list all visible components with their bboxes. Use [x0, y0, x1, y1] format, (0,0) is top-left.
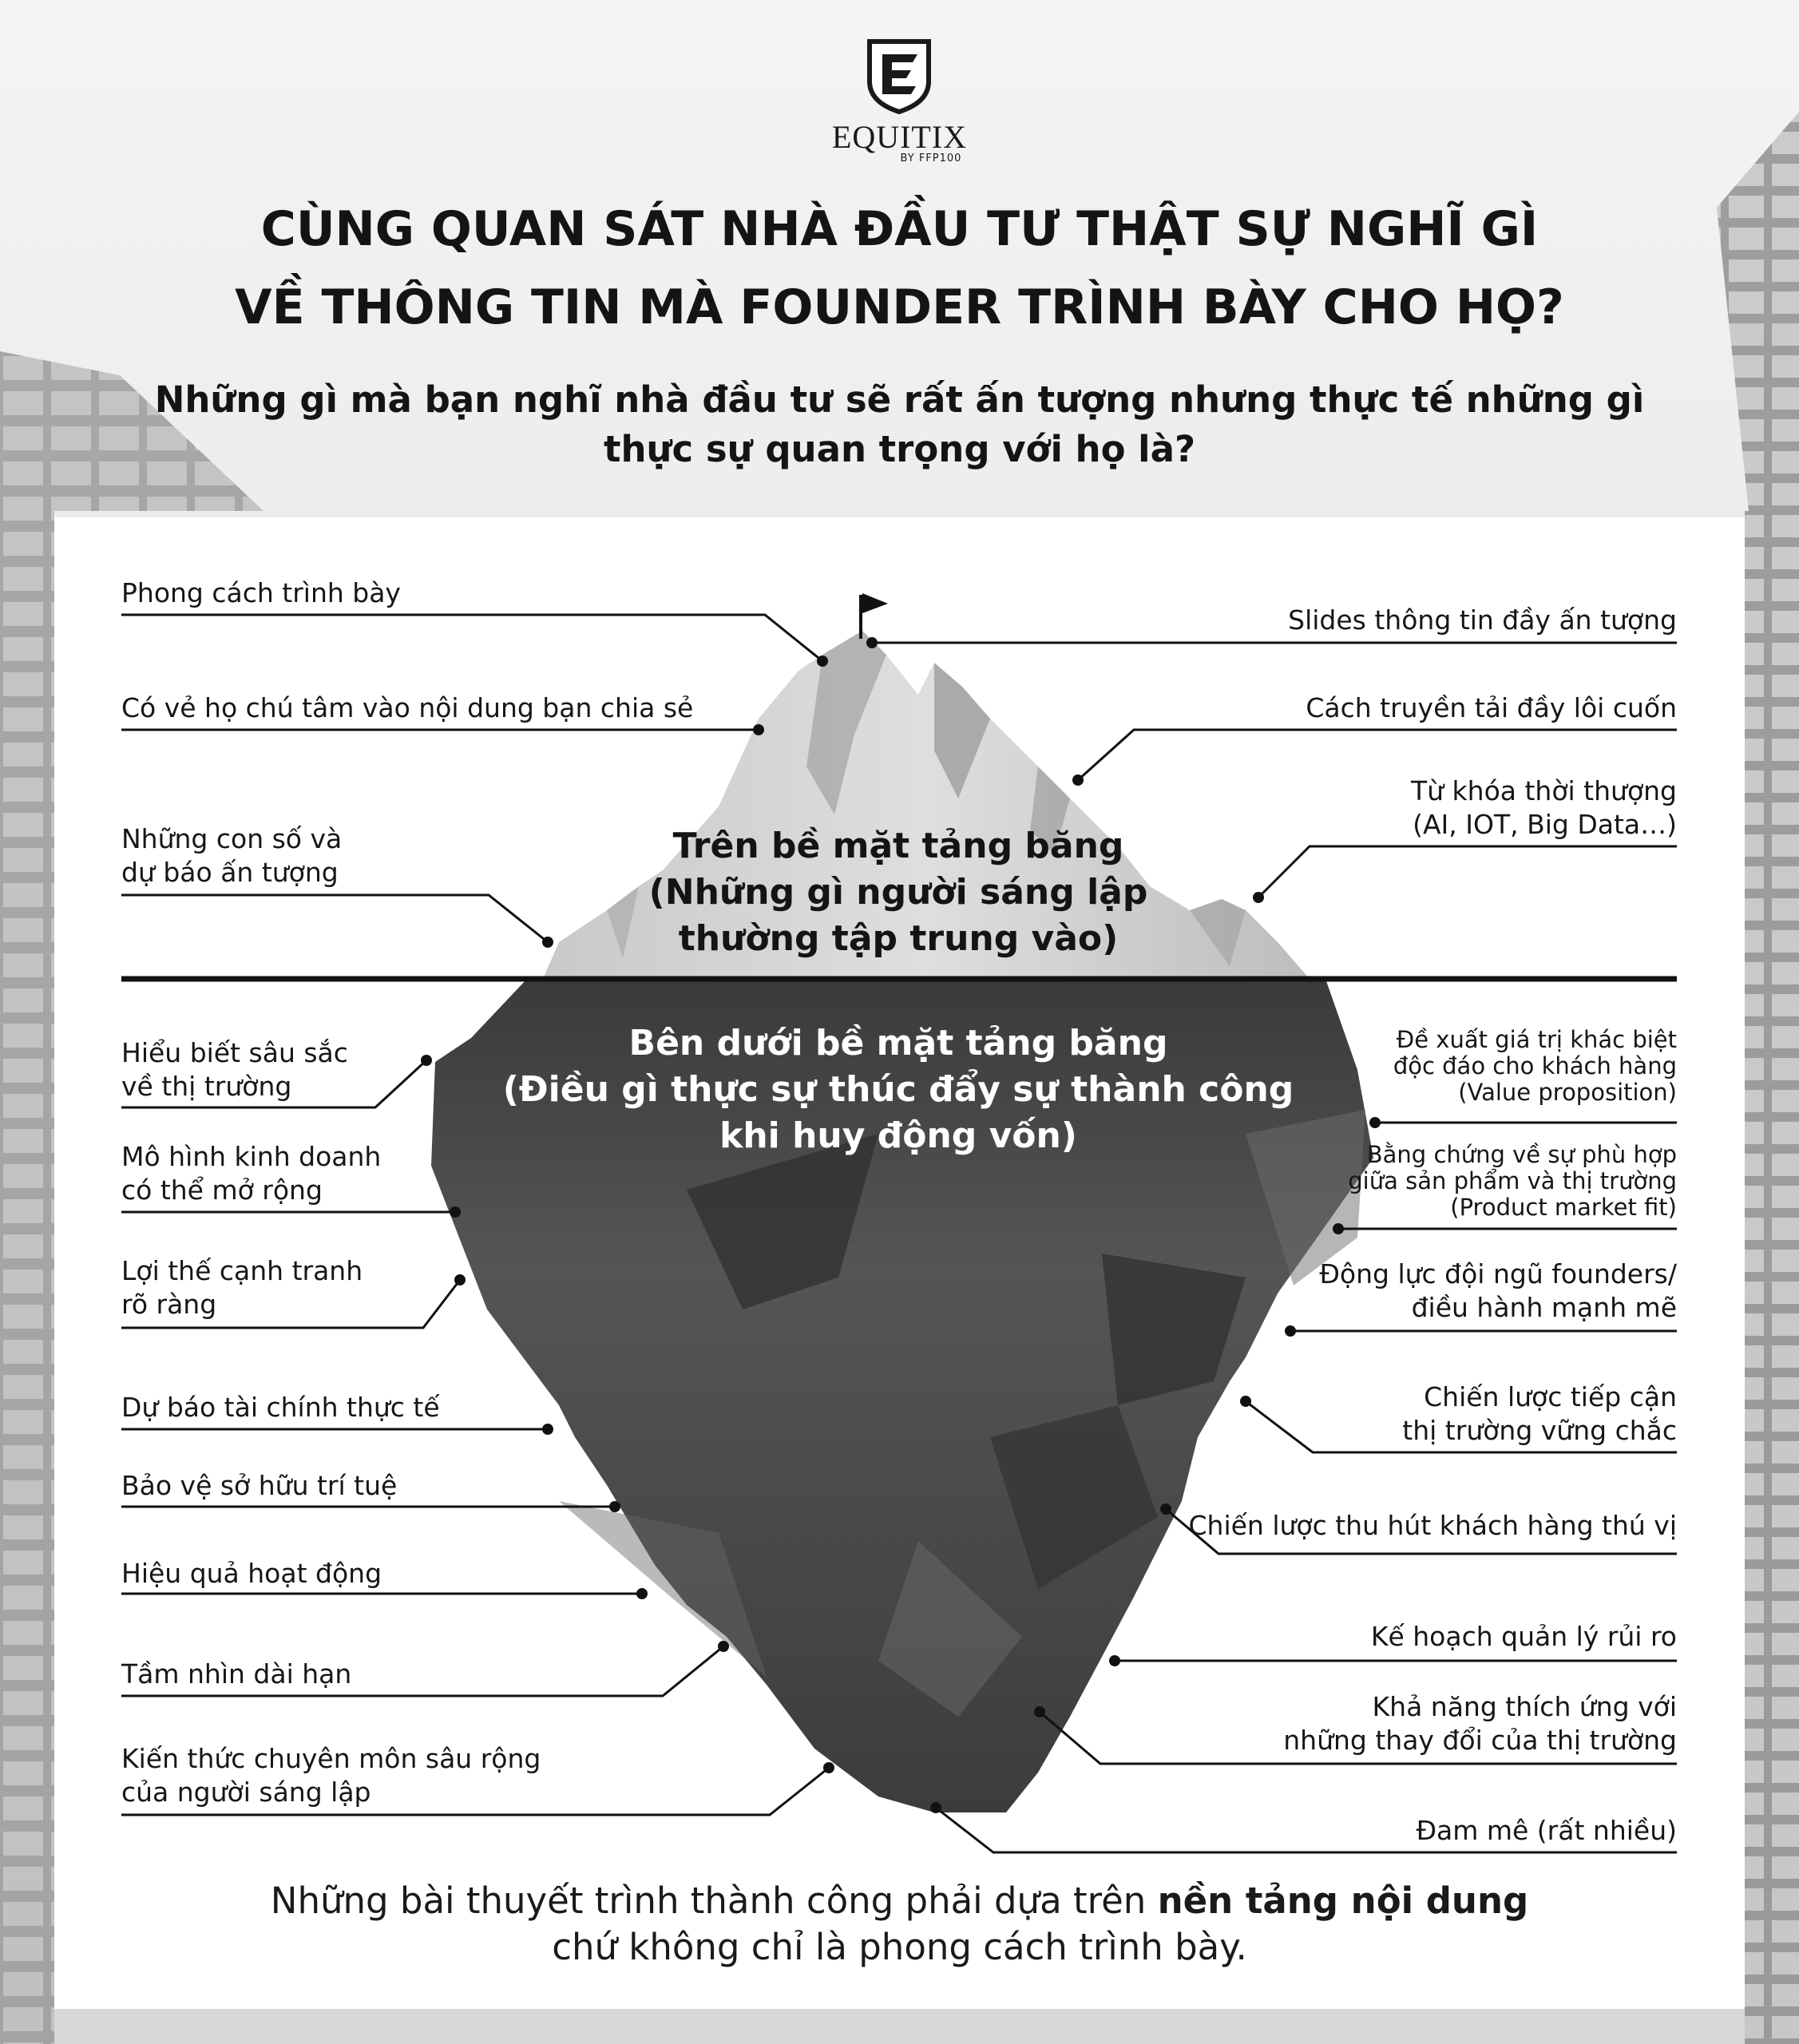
label-text: Bằng chứng về sự phù hợp [1366, 1141, 1677, 1168]
label-below-left-4 [121, 1391, 440, 1424]
label-text: Động lực đội ngũ founders/ [1319, 1258, 1677, 1289]
label-text: Lợi thế cạnh tranh [121, 1255, 363, 1286]
label-text: những thay đổi của thị trường [1283, 1725, 1677, 1756]
heading-line: Bên dưới bề mặt tảng băng [628, 1023, 1168, 1064]
label-text: Đề xuất giá trị khác biệt [1396, 1026, 1677, 1053]
label-text: Slides thông tin đầy ấn tượng [1288, 604, 1677, 636]
label-below-right-2 [1348, 1142, 1677, 1221]
label-text: giữa sản phẩm và thị trường [1348, 1167, 1677, 1194]
label-text: Chiến lược tiếp cận [1424, 1381, 1677, 1412]
heading-line: (Những gì người sáng lập [648, 872, 1148, 913]
footer-note [0, 1878, 1799, 1971]
label-above-right-3 [1411, 774, 1677, 842]
heading-line: khi huy động vốn) [719, 1115, 1077, 1156]
label-text: độc đáo cho khách hàng [1393, 1052, 1677, 1079]
label-text: (Value proposition) [1458, 1079, 1677, 1106]
label-text: Có vẻ họ chú tâm vào nội dung bạn chia sẻ [121, 692, 694, 723]
label-text: Phong cách trình bày [121, 577, 401, 608]
connector-line [121, 615, 822, 661]
label-below-right-4 [1402, 1380, 1677, 1448]
above-surface-heading [443, 823, 1353, 962]
label-text: Khả năng thích ứng với [1372, 1691, 1677, 1722]
label-text: (AI, IOT, Big Data…) [1413, 809, 1677, 840]
label-below-right-6 [1371, 1620, 1677, 1654]
label-text: thị trường vững chắc [1402, 1415, 1677, 1446]
label-below-left-1 [121, 1036, 348, 1103]
label-text: Bảo vệ sở hữu trí tuệ [121, 1470, 398, 1501]
label-text: Đam mê (rất nhiều) [1416, 1815, 1677, 1846]
label-text: Hiệu quả hoạt động [121, 1558, 382, 1589]
label-text: Dự báo tài chính thực tế [121, 1392, 440, 1423]
label-text: có thể mở rộng [121, 1175, 323, 1206]
label-text: Tầm nhìn dài hạn [121, 1658, 352, 1689]
label-text: Chiến lược thu hút khách hàng thú vị [1188, 1510, 1677, 1541]
brand-name: EQUITIX [831, 119, 968, 155]
footer-line-2: chứ không chỉ là phong cách trình bày. [552, 1926, 1247, 1968]
label-below-left-8 [121, 1742, 541, 1809]
label-below-right-7 [1283, 1690, 1677, 1757]
flag-icon [862, 593, 888, 613]
label-text: rõ ràng [121, 1289, 217, 1320]
footer-text: Những bài thuyết trình thành công phải dựa trên [270, 1880, 1158, 1922]
label-below-left-7 [121, 1658, 351, 1691]
label-text: dự báo ấn tượng [121, 857, 339, 888]
label-below-right-3 [1319, 1258, 1677, 1325]
label-text: Cách truyền tải đầy lôi cuốn [1306, 692, 1677, 723]
label-text: (Product market fit) [1450, 1194, 1677, 1221]
label-text: điều hành mạnh mẽ [1411, 1292, 1677, 1323]
subtitle-line-2: thực sự quan trọng với họ là? [603, 428, 1196, 470]
footer-emphasis: nền tảng nội dung [1157, 1880, 1529, 1922]
label-text: của người sáng lập [121, 1777, 371, 1808]
label-text: Mô hình kinh doanh [121, 1141, 382, 1172]
label-text: Kế hoạch quản lý rủi ro [1370, 1621, 1677, 1652]
footer-line-1 [0, 1878, 1799, 1924]
label-text: Hiểu biết sâu sắc [121, 1037, 348, 1068]
label-below-left-2 [121, 1140, 381, 1207]
below-surface-heading [443, 1020, 1353, 1159]
label-text: về thị trường [121, 1071, 292, 1102]
label-above-right-1 [1288, 604, 1677, 637]
label-below-right-5 [1189, 1509, 1678, 1543]
subtitle-line-1: Những gì mà bạn nghĩ nhà đầu tư sẽ rất ấn tượng nhưng thực tế những gì [154, 378, 1645, 421]
label-below-left-5 [121, 1469, 397, 1503]
label-below-right-1 [1393, 1027, 1677, 1106]
label-text: Kiến thức chuyên môn sâu rộng [121, 1743, 541, 1774]
label-above-right-2 [1306, 691, 1677, 725]
label-text: Những con số và [121, 823, 343, 854]
brand-tagline: BY FFP100 [900, 153, 962, 164]
label-below-left-6 [121, 1557, 382, 1590]
label-above-left-1 [121, 576, 401, 610]
title-line-2: VỀ THÔNG TIN MÀ FOUNDER TRÌNH BÀY CHO HỌ? [235, 279, 1564, 335]
heading-line: Trên bề mặt tảng băng [672, 826, 1124, 866]
heading-line: thường tập trung vào) [678, 918, 1119, 959]
connector-line [1078, 730, 1677, 780]
label-text: Từ khóa thời thượng [1410, 775, 1677, 806]
heading-line: (Điều gì thực sự thúc đẩy sự thành công [502, 1069, 1294, 1110]
label-below-left-3 [121, 1254, 363, 1321]
label-above-left-3 [121, 822, 342, 889]
label-below-right-8 [1416, 1814, 1677, 1848]
label-above-left-2 [121, 691, 693, 725]
title-line-1: CÙNG QUAN SÁT NHÀ ĐẦU TƯ THẬT SỰ NGHĨ GÌ [260, 201, 1539, 257]
